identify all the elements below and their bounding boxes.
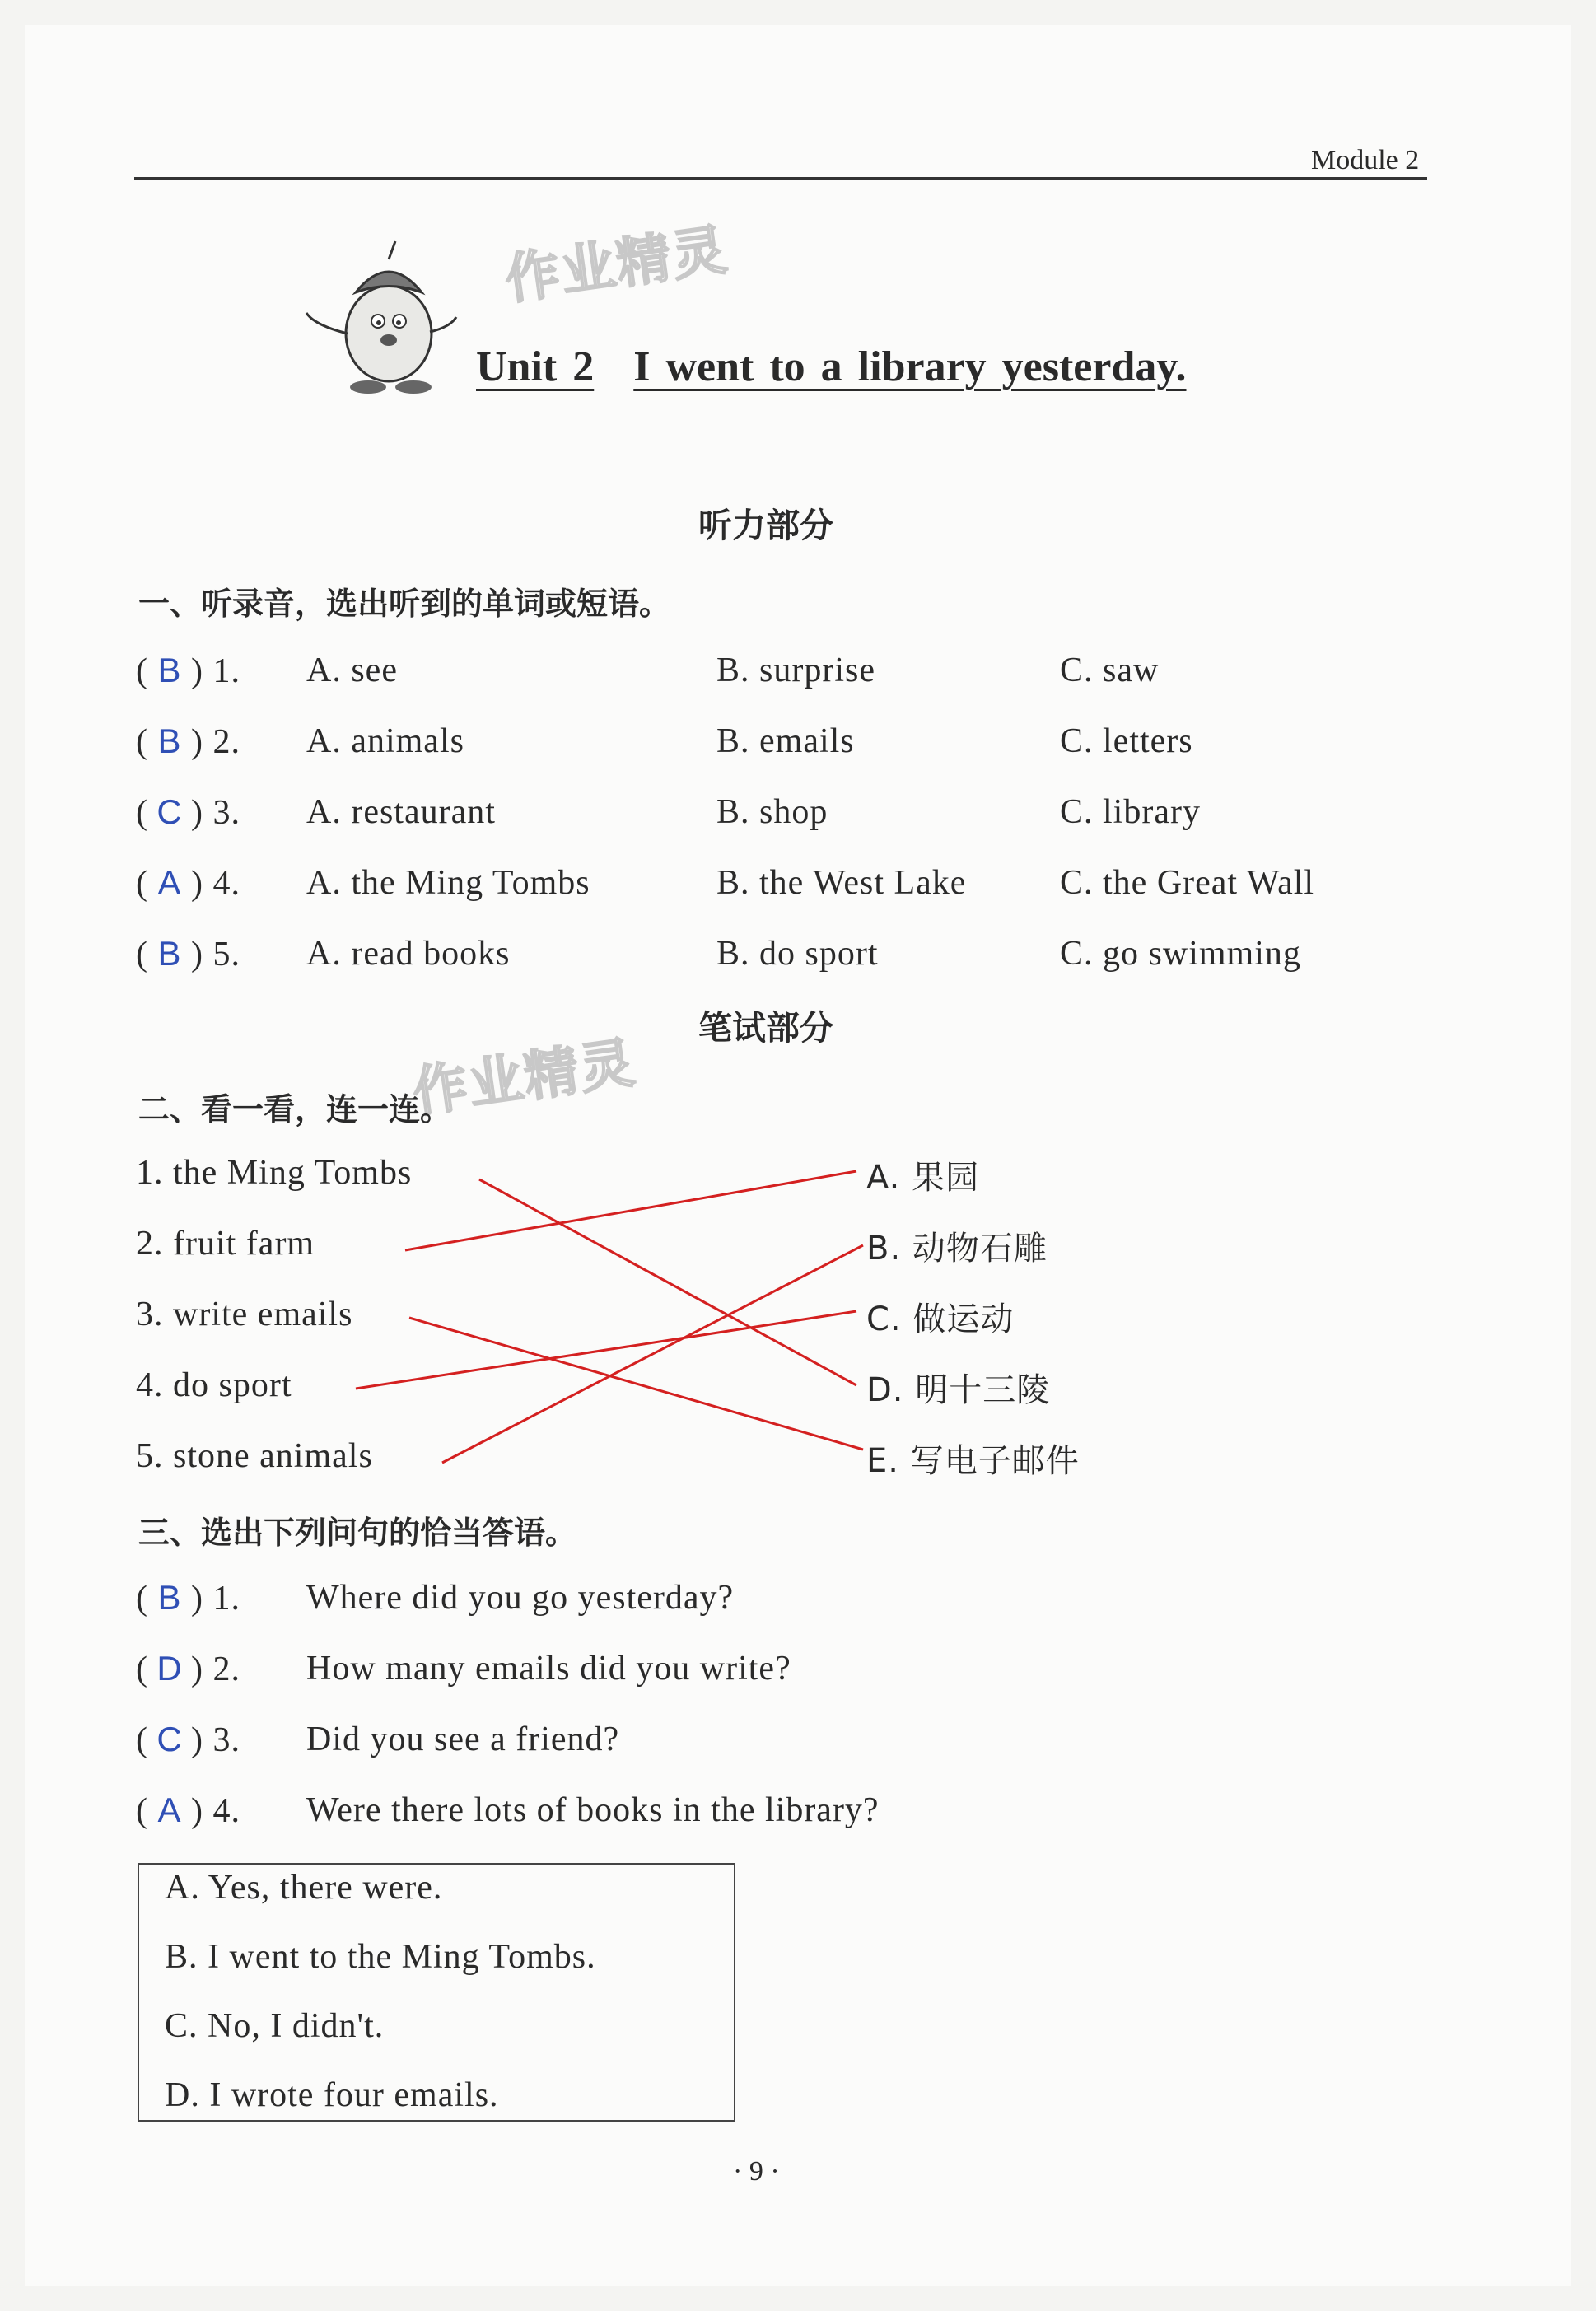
answer-mark: B (157, 721, 182, 760)
answer-mark: B (157, 1578, 182, 1617)
listening-section-title: 听力部分 (698, 506, 833, 545)
answer-mark: D (156, 1649, 183, 1688)
option-c: C. go swimming (1060, 935, 1301, 973)
match-right-item: E. 写电子邮件 (866, 1442, 1080, 1480)
response-item: ( B ) 1. (136, 1578, 240, 1618)
match-line-3-E (409, 1318, 863, 1450)
option-b: B. the West Lake (716, 864, 967, 902)
match-right-item: A. 果园 (866, 1159, 980, 1197)
listening-item: ( B ) 5. (136, 934, 240, 973)
question-text: How many emails did you write? (306, 1650, 791, 1688)
response-item: ( A ) 4. (136, 1790, 240, 1830)
answer-mark: A (157, 863, 182, 902)
module-label: Module 2 (1311, 145, 1420, 175)
answer-option: A. Yes, there were. (165, 1869, 443, 1907)
option-a: A. animals (306, 722, 464, 760)
question-text: Were there lots of books in the library? (306, 1791, 880, 1829)
match-right-item: B. 动物石雕 (866, 1230, 1048, 1268)
match-left-item: 1. the Ming Tombs (136, 1154, 413, 1192)
listening-item: ( A ) 4. (136, 863, 240, 903)
answer-mark: A (157, 1790, 182, 1829)
option-c: C. the Great Wall (1060, 864, 1315, 902)
option-a: A. restaurant (306, 793, 496, 831)
listening-item: ( B ) 2. (136, 721, 240, 761)
answer-mark: B (157, 651, 182, 689)
response-item: ( D ) 2. (136, 1649, 240, 1688)
match-right-item: D. 明十三陵 (866, 1371, 1051, 1409)
match-left-item: 2. fruit farm (136, 1225, 315, 1263)
answer-option: C. No, I didn't. (165, 2007, 385, 2045)
option-a: A. see (306, 651, 398, 689)
answer-mark: C (156, 792, 183, 831)
answer-option: D. I wrote four emails. (165, 2076, 499, 2114)
answer-mark: C (156, 1720, 183, 1758)
writing-section-title: 笔试部分 (698, 1008, 833, 1048)
answer-mark: B (157, 934, 182, 973)
listening-item: ( B ) 1. (136, 651, 240, 690)
responses-heading: 三、选出下列问句的恰当答语。 (138, 1515, 577, 1551)
page-number: · 9 · (733, 2156, 780, 2187)
watermark-middle: 作业精灵 (408, 1030, 640, 1125)
match-left-item: 3. write emails (136, 1296, 353, 1333)
option-b: B. do sport (716, 935, 879, 973)
question-text: Where did you go yesterday? (306, 1579, 735, 1617)
listening-heading: 一、听录音，选出听到的单词或短语。 (138, 586, 671, 622)
option-a: A. read books (306, 935, 511, 973)
match-right-item: C. 做运动 (866, 1300, 1015, 1338)
unit-number: Unit 2 (476, 343, 595, 390)
option-a: A. the Ming Tombs (306, 864, 590, 902)
watermark-top: 作业精灵 (501, 217, 732, 312)
option-c: C. letters (1060, 722, 1193, 760)
match-line-2-A (405, 1171, 856, 1250)
matching-heading: 二、看一看，连一连。 (138, 1091, 452, 1127)
answer-option: B. I went to the Ming Tombs. (165, 1938, 596, 1976)
option-b: B. shop (716, 793, 828, 831)
unit-title-text: I went to a library yesterday. (633, 343, 1187, 390)
listening-item: ( C ) 3. (136, 792, 240, 832)
question-text: Did you see a friend? (306, 1720, 620, 1758)
option-c: C. library (1060, 793, 1201, 831)
option-b: B. emails (716, 722, 855, 760)
match-left-item: 5. stone animals (136, 1437, 373, 1475)
option-b: B. surprise (716, 651, 875, 689)
match-left-item: 4. do sport (136, 1366, 292, 1404)
option-c: C. saw (1060, 651, 1160, 689)
response-item: ( C ) 3. (136, 1720, 240, 1759)
